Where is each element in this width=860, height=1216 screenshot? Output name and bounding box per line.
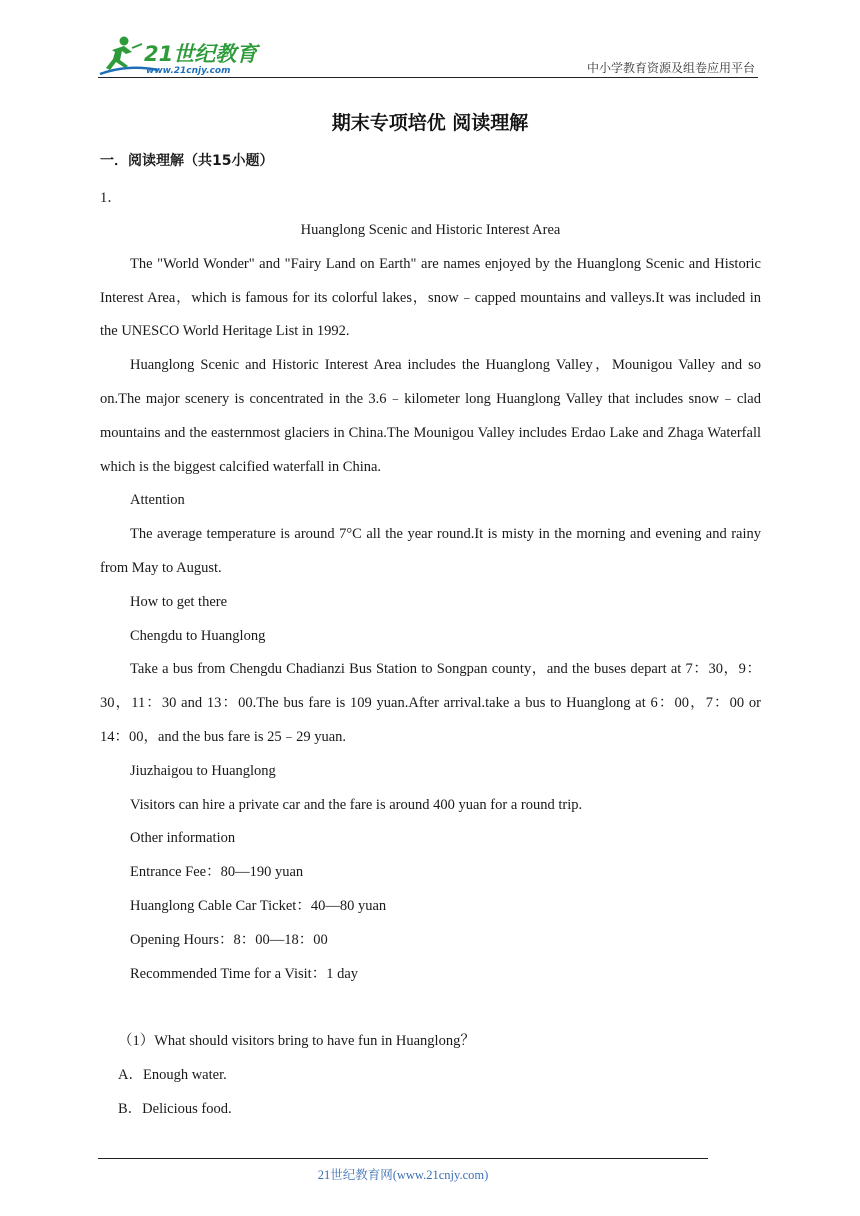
passage-paragraph-2: Huanglong Scenic and Historic Interest Area includes the Huanglong Valley，Mounigou Valley and so on.The major scenery is concentrated in the 3.6﹣kilometer long Huanglong Valley that includes snow﹣clad mountains and the easternmost glaciers in China.The Mounigou Valley includes Erdao Lake and Zhaga Waterfall which is the biggest calcified waterfall in China. <box>100 357 761 475</box>
spacer <box>100 991 761 1025</box>
info-opening-hours: Opening Hours：8：00—18：00 <box>130 931 328 948</box>
passage <box>100 214 761 1127</box>
route-jiuzhaigou-text: Visitors can hire a private car and the fare is around 400 yuan for a round trip. <box>130 796 583 813</box>
route-chengdu-heading: Chengdu to Huanglong <box>130 627 266 644</box>
section-heading: 一．阅读理解（共15小题） <box>100 153 274 169</box>
other-information-heading: Other information <box>130 830 236 847</box>
route-jiuzhaigou-heading: Jiuzhaigou to Huanglong <box>130 762 276 779</box>
page-header <box>98 34 758 78</box>
footer-divider <box>98 1158 708 1159</box>
header-divider <box>98 77 758 78</box>
passage-paragraph-1: The "World Wonder" and "Fairy Land on Earth" are names enjoyed by the Huanglong Scenic and Historic Interest Area，which is famous for its colorful lakes，snow﹣capped mountains and valleys.It was included in the UNESCO World Heritage List in 1992. <box>100 255 761 340</box>
page-title: 期末专项培优 阅读理解 <box>331 112 529 134</box>
passage-heading: Huanglong Scenic and Historic Interest Area <box>300 222 561 238</box>
attention-heading: Attention <box>130 492 185 509</box>
route-chengdu-text: Take a bus from Chengdu Chadianzi Bus Station to Songpan county，and the buses depart at 7：30，9：30，11：30 and 13：00.The bus fare is 109 yuan.After arrival.take a bus to Huanglong at 6：00，7：00 or 14：00，and the bus fare is 25﹣29 yuan. <box>100 661 761 745</box>
question-stem: （1）What should visitors bring to have fun in Huanglong？ <box>118 1033 475 1050</box>
option-a: A．Enough water. <box>118 1066 227 1083</box>
info-entrance-fee: Entrance Fee：80—190 yuan <box>130 864 304 881</box>
option-b: B．Delicious food. <box>118 1100 232 1117</box>
site-logo <box>98 34 268 78</box>
logo-url-text: www.21cnjy.com <box>146 66 231 76</box>
question-number: 1． <box>100 190 122 206</box>
logo-brand-text: 21世纪教育 <box>144 42 258 66</box>
attention-text: The average temperature is around 7°C all the year round.It is misty in the morning and evening and rainy from May to August. <box>100 526 761 576</box>
footer-link[interactable]: 21世纪教育网(www.21cnjy.com) <box>317 1168 489 1182</box>
how-to-get-there-heading: How to get there <box>130 593 228 610</box>
info-cable-car-ticket: Huanglong Cable Car Ticket：40—80 yuan <box>130 897 387 914</box>
info-recommended-time: Recommended Time for a Visit：1 day <box>130 965 359 982</box>
platform-slogan: 中小学教育资源及组卷应用平台 <box>586 61 755 75</box>
